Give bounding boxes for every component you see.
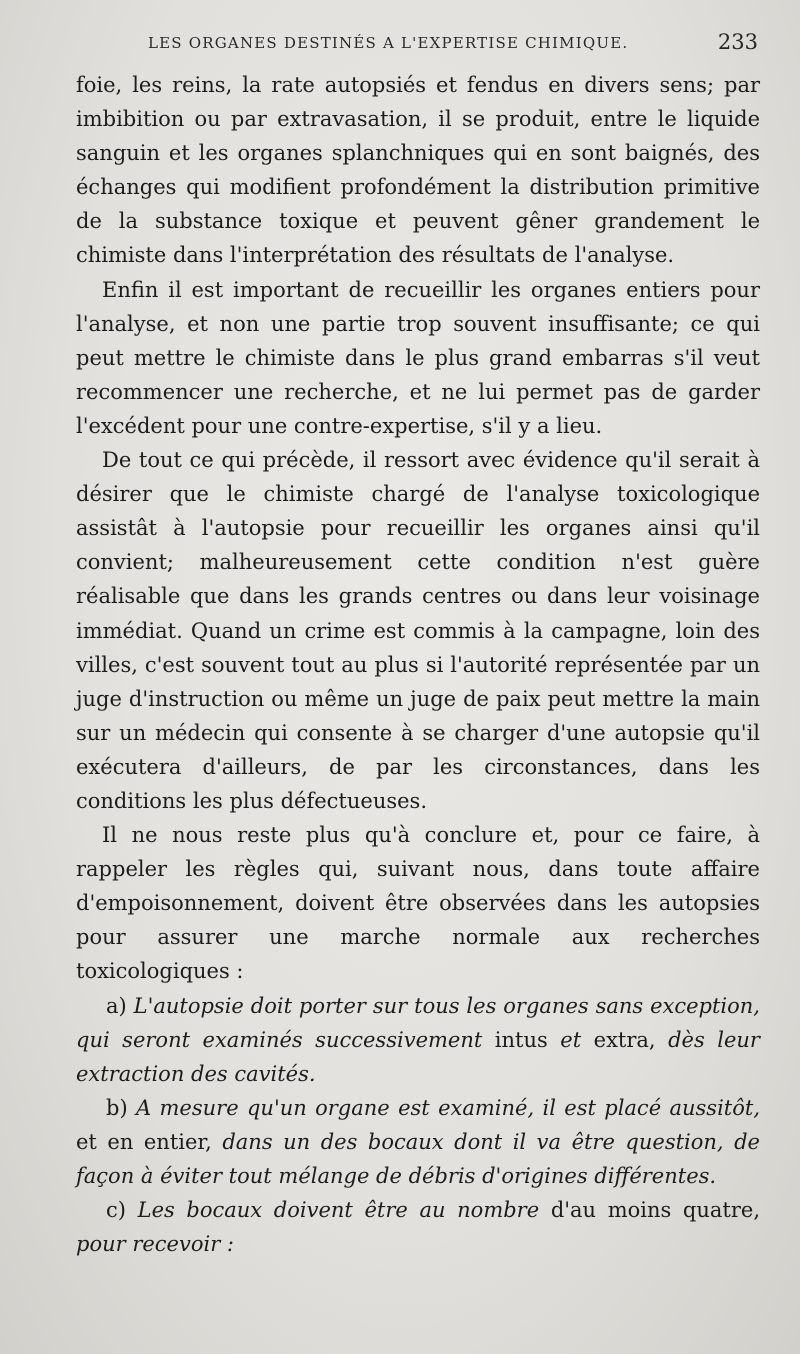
rule-a-end: dès leur extraction des cavités. — [76, 1027, 760, 1086]
rule-b-entier: et en entier, — [76, 1129, 212, 1154]
rule-b-marker: b) — [106, 1095, 128, 1120]
rule-c — [76, 1193, 760, 1261]
rule-a-text: L'autopsie doit porter sur tous les organes sans exception, qui seront examinés successivement — [76, 993, 760, 1052]
rule-a — [76, 989, 760, 1091]
rule-c-quantity: d'au moins quatre, — [550, 1198, 761, 1223]
rule-c-text: Les bocaux doivent être au nombre — [137, 1198, 540, 1223]
body-text — [76, 68, 760, 1261]
rule-c-marker: c) — [106, 1198, 126, 1223]
running-head — [0, 30, 800, 60]
paragraph-whole-organs: Enfin il est important de recueillir les organes entiers pour l'analyse, et non une partie trop souvent insuffisante; ce qui peut mettre le chimiste dans le plus grand embarras s'il veut recommencer une recherche, et ne lui permet pas de garder l'excédent pour une contre-expertise, s'il y a lieu. — [76, 277, 760, 438]
paragraph-chemist-autopsy: De tout ce qui précède, il ressort avec évidence qu'il serait à désirer que le chimiste chargé de l'analyse toxicologique assistât à l'autopsie pour recueillir les organes ainsi qu'il convient; malheureusement cette condition n'est guère réalisable que dans les grands centres ou dans leur voisinage immédiat. Quand un crime est commis à la campagne, loin des villes, c'est souvent tout au plus si l'autorité représentée par un juge d'instruction ou même un juge de paix peut mettre la main sur un médecin qui consente à se charger d'une autopsie qu'il exécutera d'ailleurs, de par les circonstances, dans les conditions les plus défectueuses. — [76, 448, 760, 813]
rule-a-intus: intus — [494, 1027, 548, 1052]
paragraph-continuation: foie, les reins, la rate autopsiés et fendus en divers sens; par imbibition ou par extravasation, il se produit, entre le liquide sanguin et les organes splanchniques qui en sont baignés, des échanges qui modifient profondément la distribution primitive de la substance toxique et peuvent gêner grandement le chimiste dans l'interprétation des résultats de l'analyse. — [76, 73, 760, 268]
rule-a-marker: a) — [106, 993, 127, 1018]
running-title: LES ORGANES DESTINÉS A L'EXPERTISE CHIMIQUE. — [148, 34, 629, 52]
rule-c-end: pour recevoir : — [76, 1232, 234, 1257]
rule-b — [76, 1091, 760, 1193]
rule-b-text: A mesure qu'un organe est examiné, il est placé aussitôt, — [136, 1095, 760, 1120]
rule-a-extra: extra, — [593, 1027, 656, 1052]
rule-b-end: dans un des bocaux dont il va être question, de façon à éviter tout mélange de débris d'origines différentes. — [76, 1129, 760, 1188]
rule-a-et: et — [560, 1027, 582, 1052]
page-number: 233 — [717, 30, 758, 54]
paragraph-rules-intro: Il ne nous reste plus qu'à conclure et, pour ce faire, à rappeler les règles qui, suivant nous, dans toute affaire d'empoisonnement, doivent être observées dans les autopsies pour assurer une marche normale aux recherches toxicologiques : — [76, 823, 760, 984]
